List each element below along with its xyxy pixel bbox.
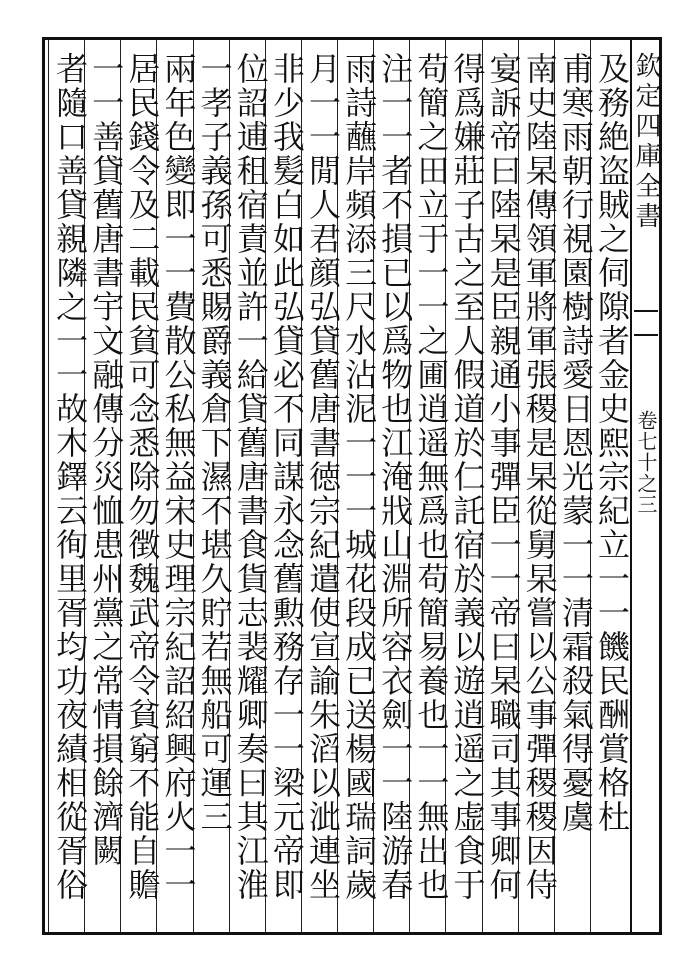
text-column: 一一善貸舊唐書宇文融傳分災恤患州黨之常情損餘濟闕 [87,52,126,868]
text-column: 宴訴帝曰陸杲是臣親通小事彈臣一一帝曰杲職司其事卿何 [484,52,523,902]
text-column: 得爲嫌莊子古之至人假道於仁託宿於義以遊逍遥之虚食于 [448,52,487,902]
text-column: 非少我髪白如此弘貸必不同謀永念舊勲務存一一梁元帝即 [267,52,306,902]
margin-volume: 卷七十之三 [634,410,658,515]
text-column: 位詔逋租宿責並許一給貸舊唐書食貨志裴耀卿奏曰其江淮 [231,52,270,902]
text-column: 南史陸杲傳領軍將軍張稷是杲從舅杲嘗以公事彈稷稷因侍 [520,52,559,902]
text-column: 雨詩蘸岸頻添三尺水沾泥一一一城花段成已送楊國瑞詞歲 [340,52,379,902]
text-column: 甫寒雨朝行視園樹詩愛日恩光蒙一一清霜殺氣得憂虞 [556,52,595,834]
text-column: 及務絶盗賊之伺隙者金史熙宗紀立一一饑民酬賞格杜 [592,52,631,834]
text-column: 一孝子義孫可悉賜爵義倉下濕不堪久貯若無船可運三 [195,52,234,834]
text-column: 者隨口善貸親隣之一一故木鐸云徇里胥均功夜績相從胥俗 [51,52,90,902]
text-column: 注一一者不損已以爲物也江淹戕山淵所容衣劍一一陸游春 [376,52,415,902]
text-column: 居民錢令及二載民貧可念悉除勿徴魏武帝令貧窮不能自贍 [123,52,162,902]
fishtail-mark [634,310,658,336]
text-column: 兩年色變即一一費散公私無益宋史理宗紀詔紹興府火一一 [159,52,198,902]
margin-book-title: 欽定四庫全書 [631,52,661,232]
text-column: 苟簡之田立于一一之圃逍遥無爲也苟簡易養也一一無出也 [412,52,451,902]
text-column: 月一一閒人君顔弘貸舊唐書徳宗紀遣使宣諭朱滔以泚連坐 [303,52,342,902]
